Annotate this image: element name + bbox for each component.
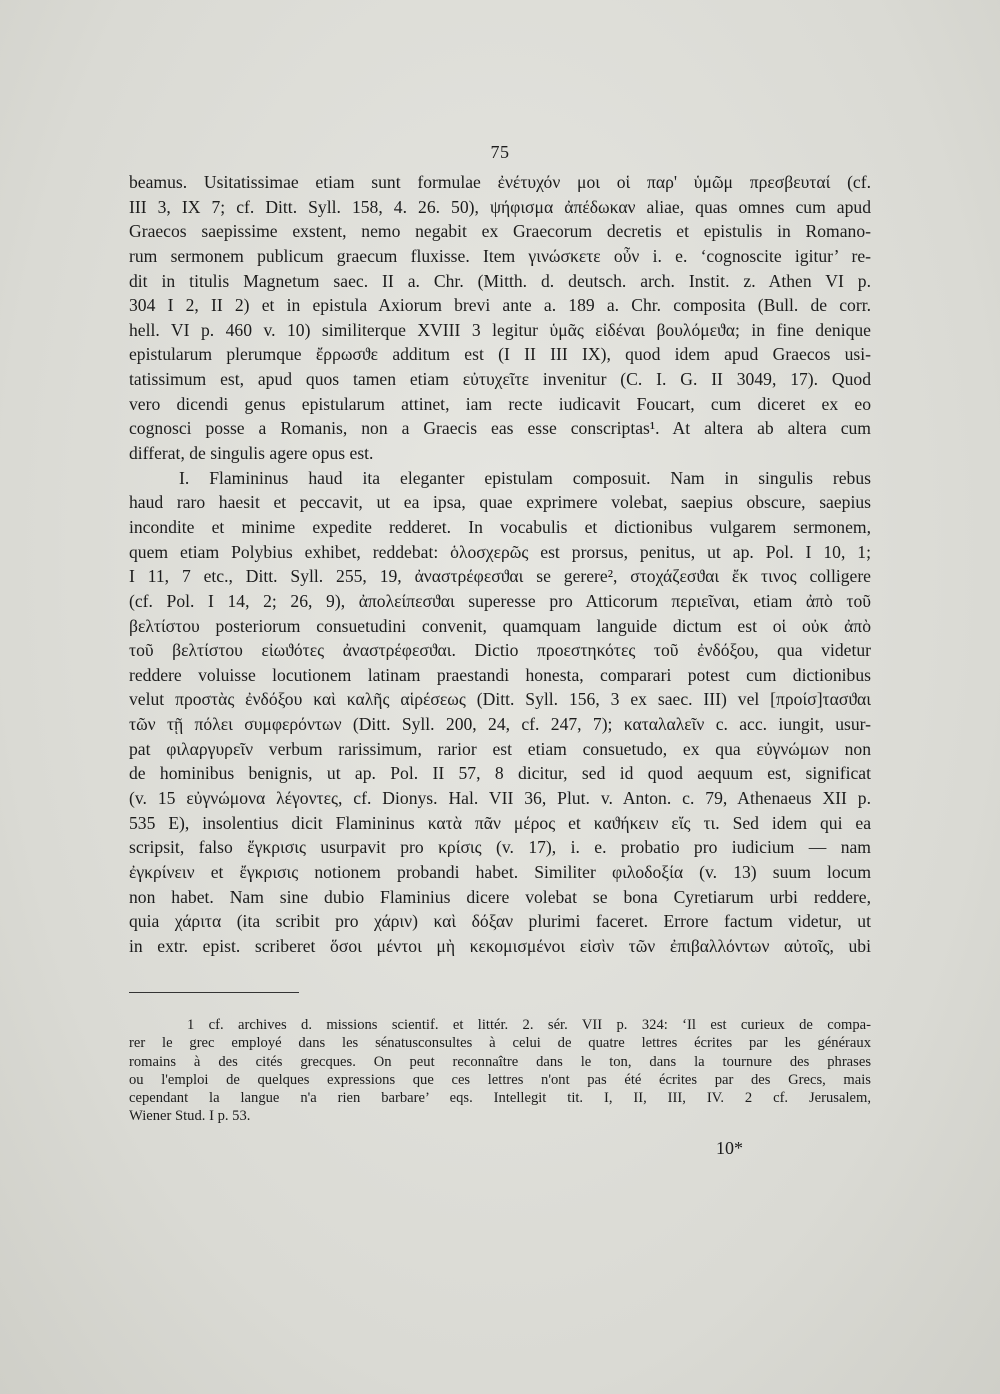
- text-line: differat, de singulis agere opus est.: [129, 443, 374, 464]
- text-line: dit in titulis Magnetum saec. II a. Chr. (Mitth. d. deutsch. arch. Instit. z. Athen VI p.: [129, 270, 871, 291]
- text-line: Graecos saepissime exstent, nemo negabit ex Graecorum decretis et epistulis in Romano-: [129, 221, 871, 242]
- signature-mark: 10*: [716, 1138, 743, 1158]
- text-line: quem etiam Polybius exhibet, reddebat: ὁλοσχερῶς est prorsus, penitus, ut ap. Pol. I 10, 1;: [129, 541, 871, 562]
- text-line: βελτίστου posteriorum consuetudini convenit, quamquam languide dictum est οἱ οὐκ ἀπὸ: [129, 615, 871, 636]
- text-line: I. Flamininus haud ita eleganter epistulam composuit. Nam in singulis rebus: [179, 467, 871, 488]
- text-line: in extr. epist. scriberet ὅσοι μέντοι μὴ κεκομισμένοι εἰσὶν τῶν ἐπιβαλλόντων αὐτοῖς, ubi: [129, 935, 871, 956]
- text-line: scripsit, falso ἔγκρισις usurpavit pro κρίσις (v. 17), i. e. probatio pro iudicium — nam: [129, 837, 871, 858]
- footnote-line: romains à des cités grecques. On peut reconnaître dans le ton, dans la tournure des phrases: [129, 1053, 871, 1070]
- text-line: incondite et minime expedite redderet. In vocabulis et dictionibus vulgarem sermonem,: [129, 516, 871, 537]
- footnote-separator: [129, 992, 299, 993]
- text-line: rum sermonem publicum graecum fluxisse. Item γινώσκετε οὖν i. e. ‘cognoscite igitur’ re-: [129, 245, 871, 266]
- footnote-line: rer le grec employé dans les sénatusconsultes à celui de quatre lettres écrites par les généraux: [129, 1035, 871, 1052]
- footnotes: [129, 1016, 871, 1126]
- text-line: (cf. Pol. I 14, 2; 26, 9), ἀπολείπεσϑαι superesse pro Atticorum περιεῖναι, etiam ἀπὸ τοῦ: [129, 590, 871, 611]
- text-line: (v. 15 εὐγνώμονα λέγοντες, cf. Dionys. Hal. VII 36, Plut. v. Anton. c. 79, Athenaeus XII p.: [129, 788, 871, 809]
- footnote-line: cependant la langue n'a rien barbare’ eqs. Intellegit tit. I, II, III, IV. 2 cf. Jerusalem,: [129, 1090, 871, 1107]
- text-line: vero dicendi genus epistularum attinet, iam recte iudicavit Foucart, cum diceret ex eo: [129, 393, 871, 414]
- text-line: cognosci posse a Romanis, non a Graecis eas esse conscriptas¹. At altera ab altera cum: [129, 418, 871, 439]
- text-line: hell. VI p. 460 v. 10) similiterque XVIII 3 legitur ὑμᾶς εἰδέναι βουλόμεϑα; in fine denique: [129, 319, 871, 340]
- text-line: τοῦ βελτίστου εἰωϑότες ἀναστρέφεσϑαι. Dictio προεστηκότες τοῦ ἐνδόξου, qua videtur: [129, 640, 871, 661]
- text-line: I 11, 7 etc., Ditt. Syll. 255, 19, ἀναστρέφεσϑαι se gerere², στοχάζεσϑαι ἔκ τινος colligere: [129, 566, 871, 587]
- text-line: quia χάριτα (ita scribit pro χάριν) καὶ δόξαν plurimi faceret. Errore factum videtur, ut: [129, 911, 871, 932]
- text-line: ἐγκρίνειν et ἔγκρισις notionem probandi habet. Similiter φιλοδοξία (v. 13) suum locum: [129, 861, 871, 882]
- text-line: beamus. Usitatissimae etiam sunt formulae ἐνέτυχόν μοι οἱ παρ' ὑμῶμ πρεσβευταί (cf.: [129, 172, 871, 192]
- text-line: tatissimum est, apud quos tamen etiam εὐτυχεῖτε invenitur (C. I. G. II 3049, 17). Quod: [129, 369, 871, 390]
- page-number: 75: [490, 142, 510, 162]
- text-line: reddere voluisse locutionem latinam praestandi honesta, comparari potest cum dictionibus: [129, 664, 871, 685]
- text-line: de hominibus benignis, ut ap. Pol. II 57, 8 dicitur, sed id quod aequum est, significat: [129, 763, 871, 784]
- footnote-line: ou l'emploi de quelques expressions que ces lettres n'ont pas été écrites par des Grecs, mais: [129, 1071, 871, 1088]
- text-line: haud raro haesit et peccavit, ut ea ipsa, quae exprimere volebat, saepius obscure, saepius: [129, 492, 871, 513]
- text-line: epistularum plerumque ἔρρωσϑε additum est (I II III IX), quod idem apud Graecos usi-: [129, 344, 871, 365]
- text-line: 535 E), insolentius dicit Flamininus κατὰ πᾶν μέρος et καϑήκειν εἴς τι. Sed idem qui ea: [129, 812, 871, 833]
- text-line: non habet. Nam sine dubio Flaminius dicere volebat se bona Cyretiarum urbi reddere,: [129, 886, 871, 907]
- footnote-line: Wiener Stud. I p. 53.: [129, 1108, 251, 1125]
- main-text: [129, 170, 871, 959]
- text-line: τῶν τῇ πόλει συμφερόντων (Ditt. Syll. 200, 24, cf. 247, 7); καταλαλεῖν c. acc. iungit, usur-: [129, 714, 871, 735]
- text-line: velut προστὰς ἐνδόξου καὶ καλῆς αἱρέσεως (Ditt. Syll. 156, 3 ex saec. III) vel [προίσ]τασϑαι: [129, 689, 871, 710]
- text-line: 304 I 2, II 2) et in epistula Axiorum brevi ante a. 189 a. Chr. composita (Bull. de corr.: [129, 295, 871, 316]
- text-line: pat φιλαργυρεῖν verbum rarissimum, rarior est etiam consuetudo, ex qua εὐγνώμων non: [129, 738, 871, 759]
- footnote-line: 1 cf. archives d. missions scientif. et littér. 2. sér. VII p. 324: ‘Il est curieux de compa-: [187, 1017, 871, 1033]
- text-line: III 3, IX 7; cf. Ditt. Syll. 158, 4. 26. 50), ψήφισμα ἀπέδωκαν aliae, quas omnes cum apud: [129, 196, 871, 217]
